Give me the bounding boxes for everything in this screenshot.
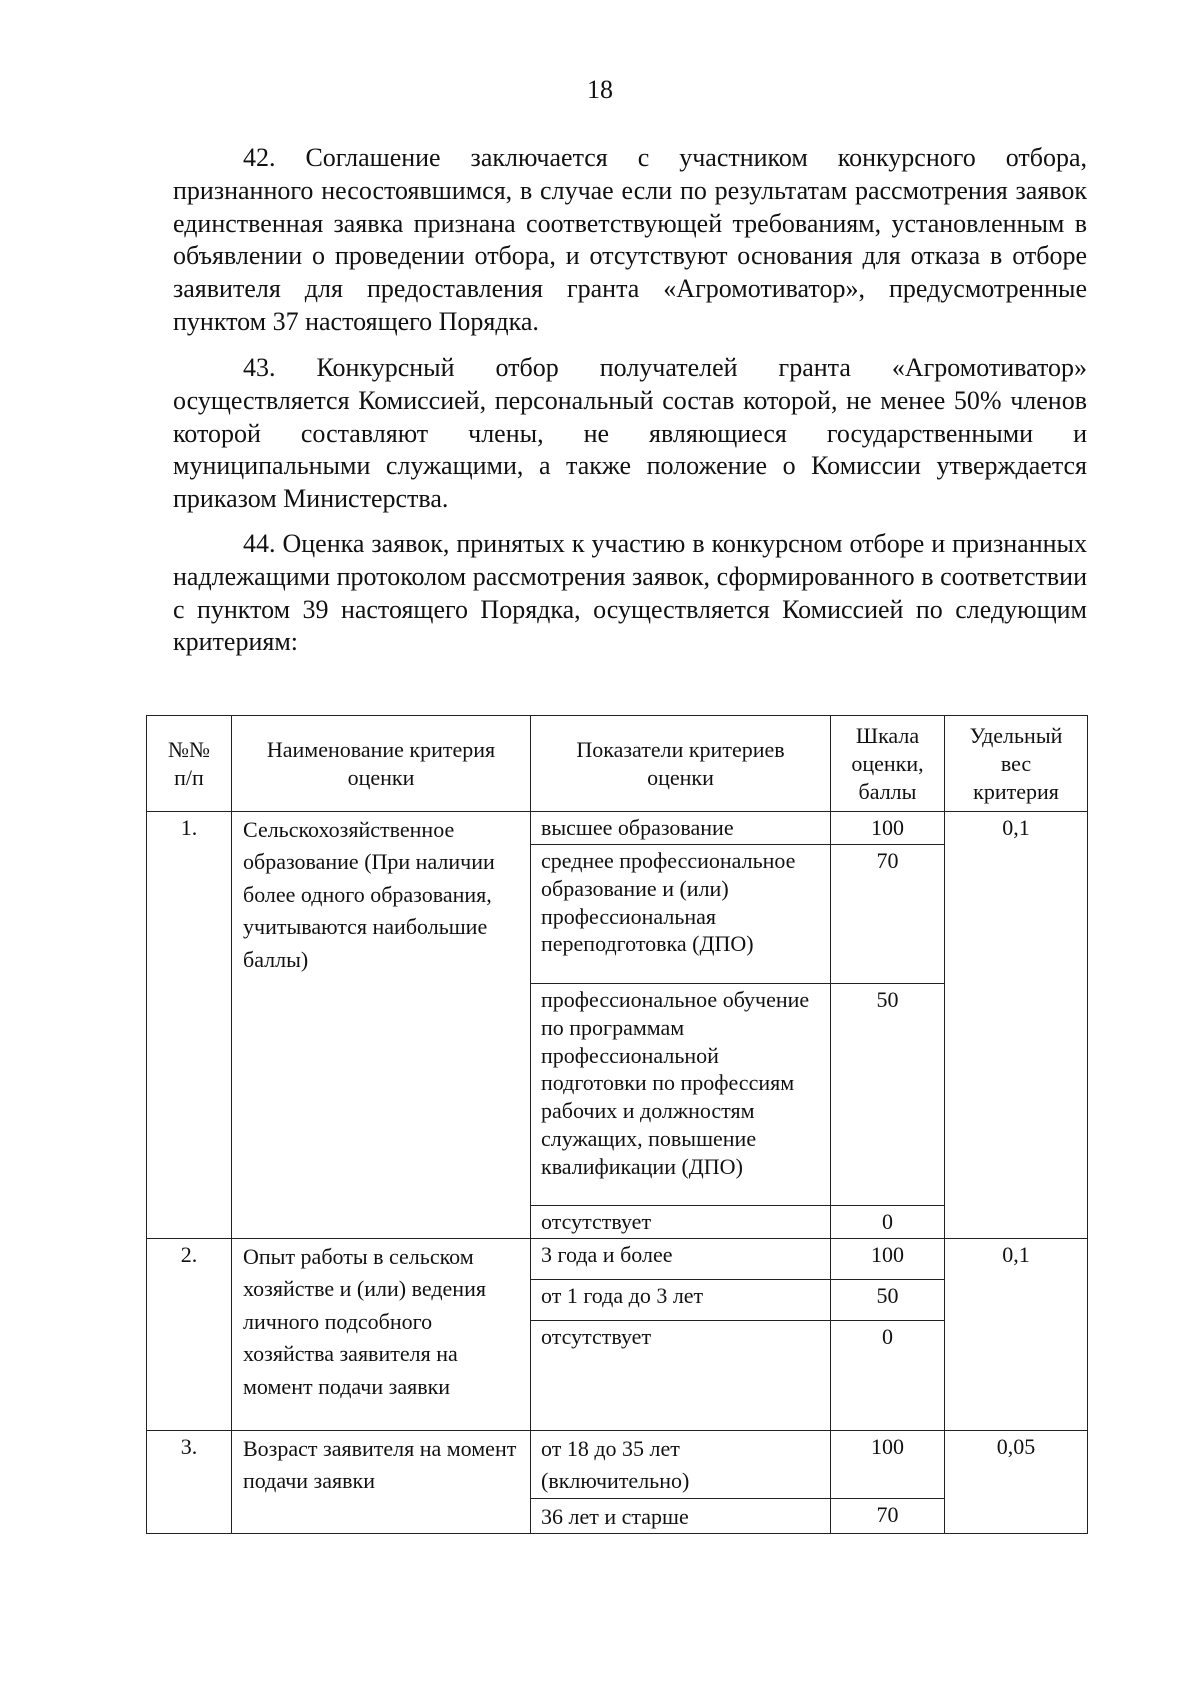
indicator: отсутствует [531,1321,831,1431]
indicator: отсутствует [531,1206,831,1239]
row-number: 3. [147,1431,232,1534]
score: 0 [831,1321,945,1431]
header-weight: Удельный вес критерия [945,716,1088,812]
indicator: среднее профессиональное образование и (или) профессиональная переподготовка (ДПО) [531,845,831,984]
table-header-row [147,716,1088,812]
paragraph-42 [173,142,1087,339]
score: 0 [831,1206,945,1239]
criterion-name: Опыт работы в сельском хозяйстве и (или) ведения личного подсобного хозяйства заявителя на момент подачи заявки [232,1239,531,1431]
score: 50 [831,1280,945,1321]
score: 100 [831,812,945,845]
score: 70 [831,1498,945,1533]
paragraph-43 [173,352,1087,516]
indicator: высшее образование [531,812,831,845]
paragraph-text: Конкурсный отбор получателей гранта «Агромотиватор» осуществляется Комиссией, персональный состав которой, не менее 50% членов которой составляют члены, не являющиеся государственными и муниципальными служащими, а также положение о Комиссии утверждается приказом Министерства. [173,353,1088,514]
table-row [147,1239,1088,1280]
score: 100 [831,1431,945,1499]
criterion-weight: 0,1 [945,1239,1088,1431]
paragraph-number: 42. [243,143,276,172]
row-number: 2. [147,1239,232,1431]
header-scale: Шкала оценки, баллы [831,716,945,812]
table-row [147,812,1088,845]
header-name: Наименование критерия оценки [232,716,531,812]
criterion-name: Возраст заявителя на момент подачи заявки [232,1431,531,1534]
indicator: от 18 до 35 лет (включительно) [531,1431,831,1499]
criteria-table [146,715,1088,1534]
indicator: от 1 года до 3 лет [531,1280,831,1321]
row-number: 1. [147,812,232,1239]
paragraph-number: 44. [243,529,276,558]
paragraph-text: Оценка заявок, принятых к участию в конкурсном отборе и признанных надлежащими протоколом рассмотрения заявок, сформированного в соответствии с пунктом 39 настоящего Порядка, осуществляется Комиссией по следующим критериям: [173,529,1087,657]
paragraph-number: 43. [243,353,276,382]
table-row [147,1431,1088,1499]
criterion-weight: 0,05 [945,1431,1088,1534]
criterion-weight: 0,1 [945,812,1088,1239]
score: 50 [831,984,945,1206]
score: 70 [831,845,945,984]
indicator: профессиональное обучение по программам профессиональной подготовки по профессиям рабочих и должностям служащих, повышение квалификации (ДПО) [531,984,831,1206]
header-num: №№ п/п [147,716,232,812]
indicator: 3 года и более [531,1239,831,1280]
paragraph-text: Соглашение заключается с участником конкурсного отбора, признанного несостоявшимся, в случае если по результатам рассмотрения заявок единственная заявка признана соответствующей требованиям, установленным в объявлении о проведении отбора, и отсутствуют основания для отказа в отборе заявителя для предоставления гранта «Агромотиватор», предусмотренные пунктом 37 настоящего Порядка. [173,143,1088,336]
header-indicators: Показатели критериев оценки [531,716,831,812]
page-number: 18 [587,75,613,104]
criterion-name: Сельскохозяйственное образование (При наличии более одного образования, учитываются наибольшие баллы) [232,812,531,1239]
indicator: 36 лет и старше [531,1498,831,1533]
paragraph-44 [173,528,1087,659]
score: 100 [831,1239,945,1280]
